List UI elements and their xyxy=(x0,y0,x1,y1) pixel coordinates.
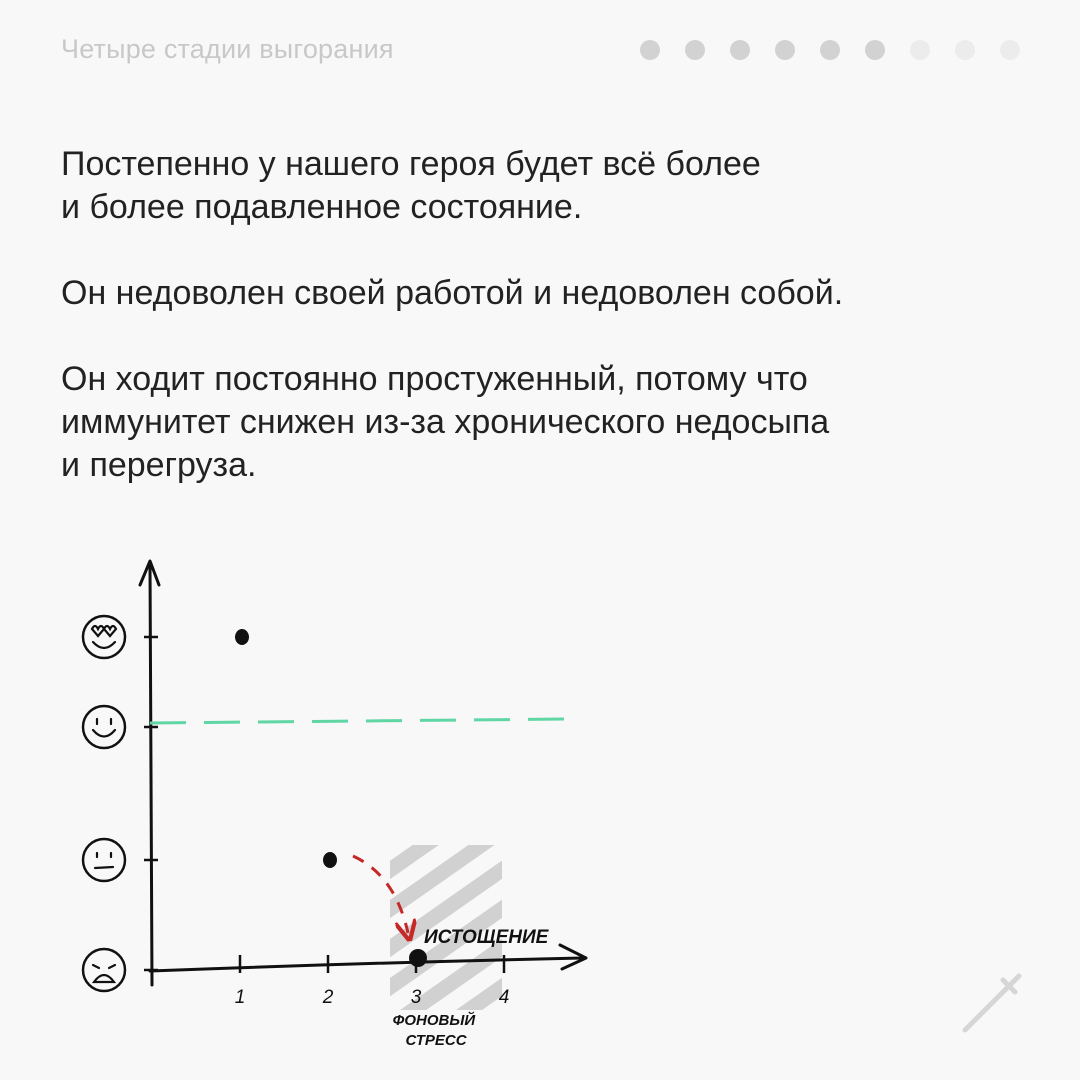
page-dot xyxy=(775,40,795,60)
paragraph-3: Он ходит постоянно простуженный, потому что иммунитет снижен из‑за хронического недосыпа и перегруза. xyxy=(61,360,830,484)
page-dot xyxy=(685,40,705,60)
data-point xyxy=(235,629,249,645)
smile-face-icon xyxy=(83,706,125,748)
y-axis xyxy=(150,565,152,985)
x-tick-label: 1 xyxy=(234,987,246,1008)
x-tick-label: 2 xyxy=(322,987,334,1008)
exhaustion-label: ИСТОЩЕНИЕ xyxy=(424,927,549,948)
page-dot xyxy=(730,40,750,60)
x-axis xyxy=(150,958,582,971)
paragraph-2: Он недоволен своей работой и недоволен собой. xyxy=(61,274,844,312)
data-point xyxy=(323,852,337,868)
page-dot xyxy=(955,40,975,60)
exhausted-face-icon xyxy=(83,949,125,991)
header-title: Четыре стадии выгорания xyxy=(61,34,394,64)
background-stress-label: ФОНОВЫЙ СТРЕСС xyxy=(392,1012,476,1049)
page-dot xyxy=(1000,40,1020,60)
pagination-dots xyxy=(640,40,1020,62)
sword-icon xyxy=(955,970,1025,1040)
x-tick-label: 4 xyxy=(498,987,510,1008)
page-dot xyxy=(910,40,930,60)
baseline-dashed xyxy=(150,719,570,723)
paragraph-1: Постепенно у нашего героя будет всё более и более подавленное состояние. xyxy=(61,145,761,226)
neutral-face-icon xyxy=(83,839,125,881)
page-dot xyxy=(865,40,885,60)
page-dot xyxy=(640,40,660,60)
in-love-face-icon xyxy=(83,616,125,658)
burnout-chart xyxy=(60,545,620,1065)
body-text xyxy=(61,143,1021,530)
page-dot xyxy=(820,40,840,60)
chart-svg xyxy=(60,545,620,1065)
x-tick-label: 3 xyxy=(410,987,422,1008)
data-point xyxy=(409,949,427,967)
